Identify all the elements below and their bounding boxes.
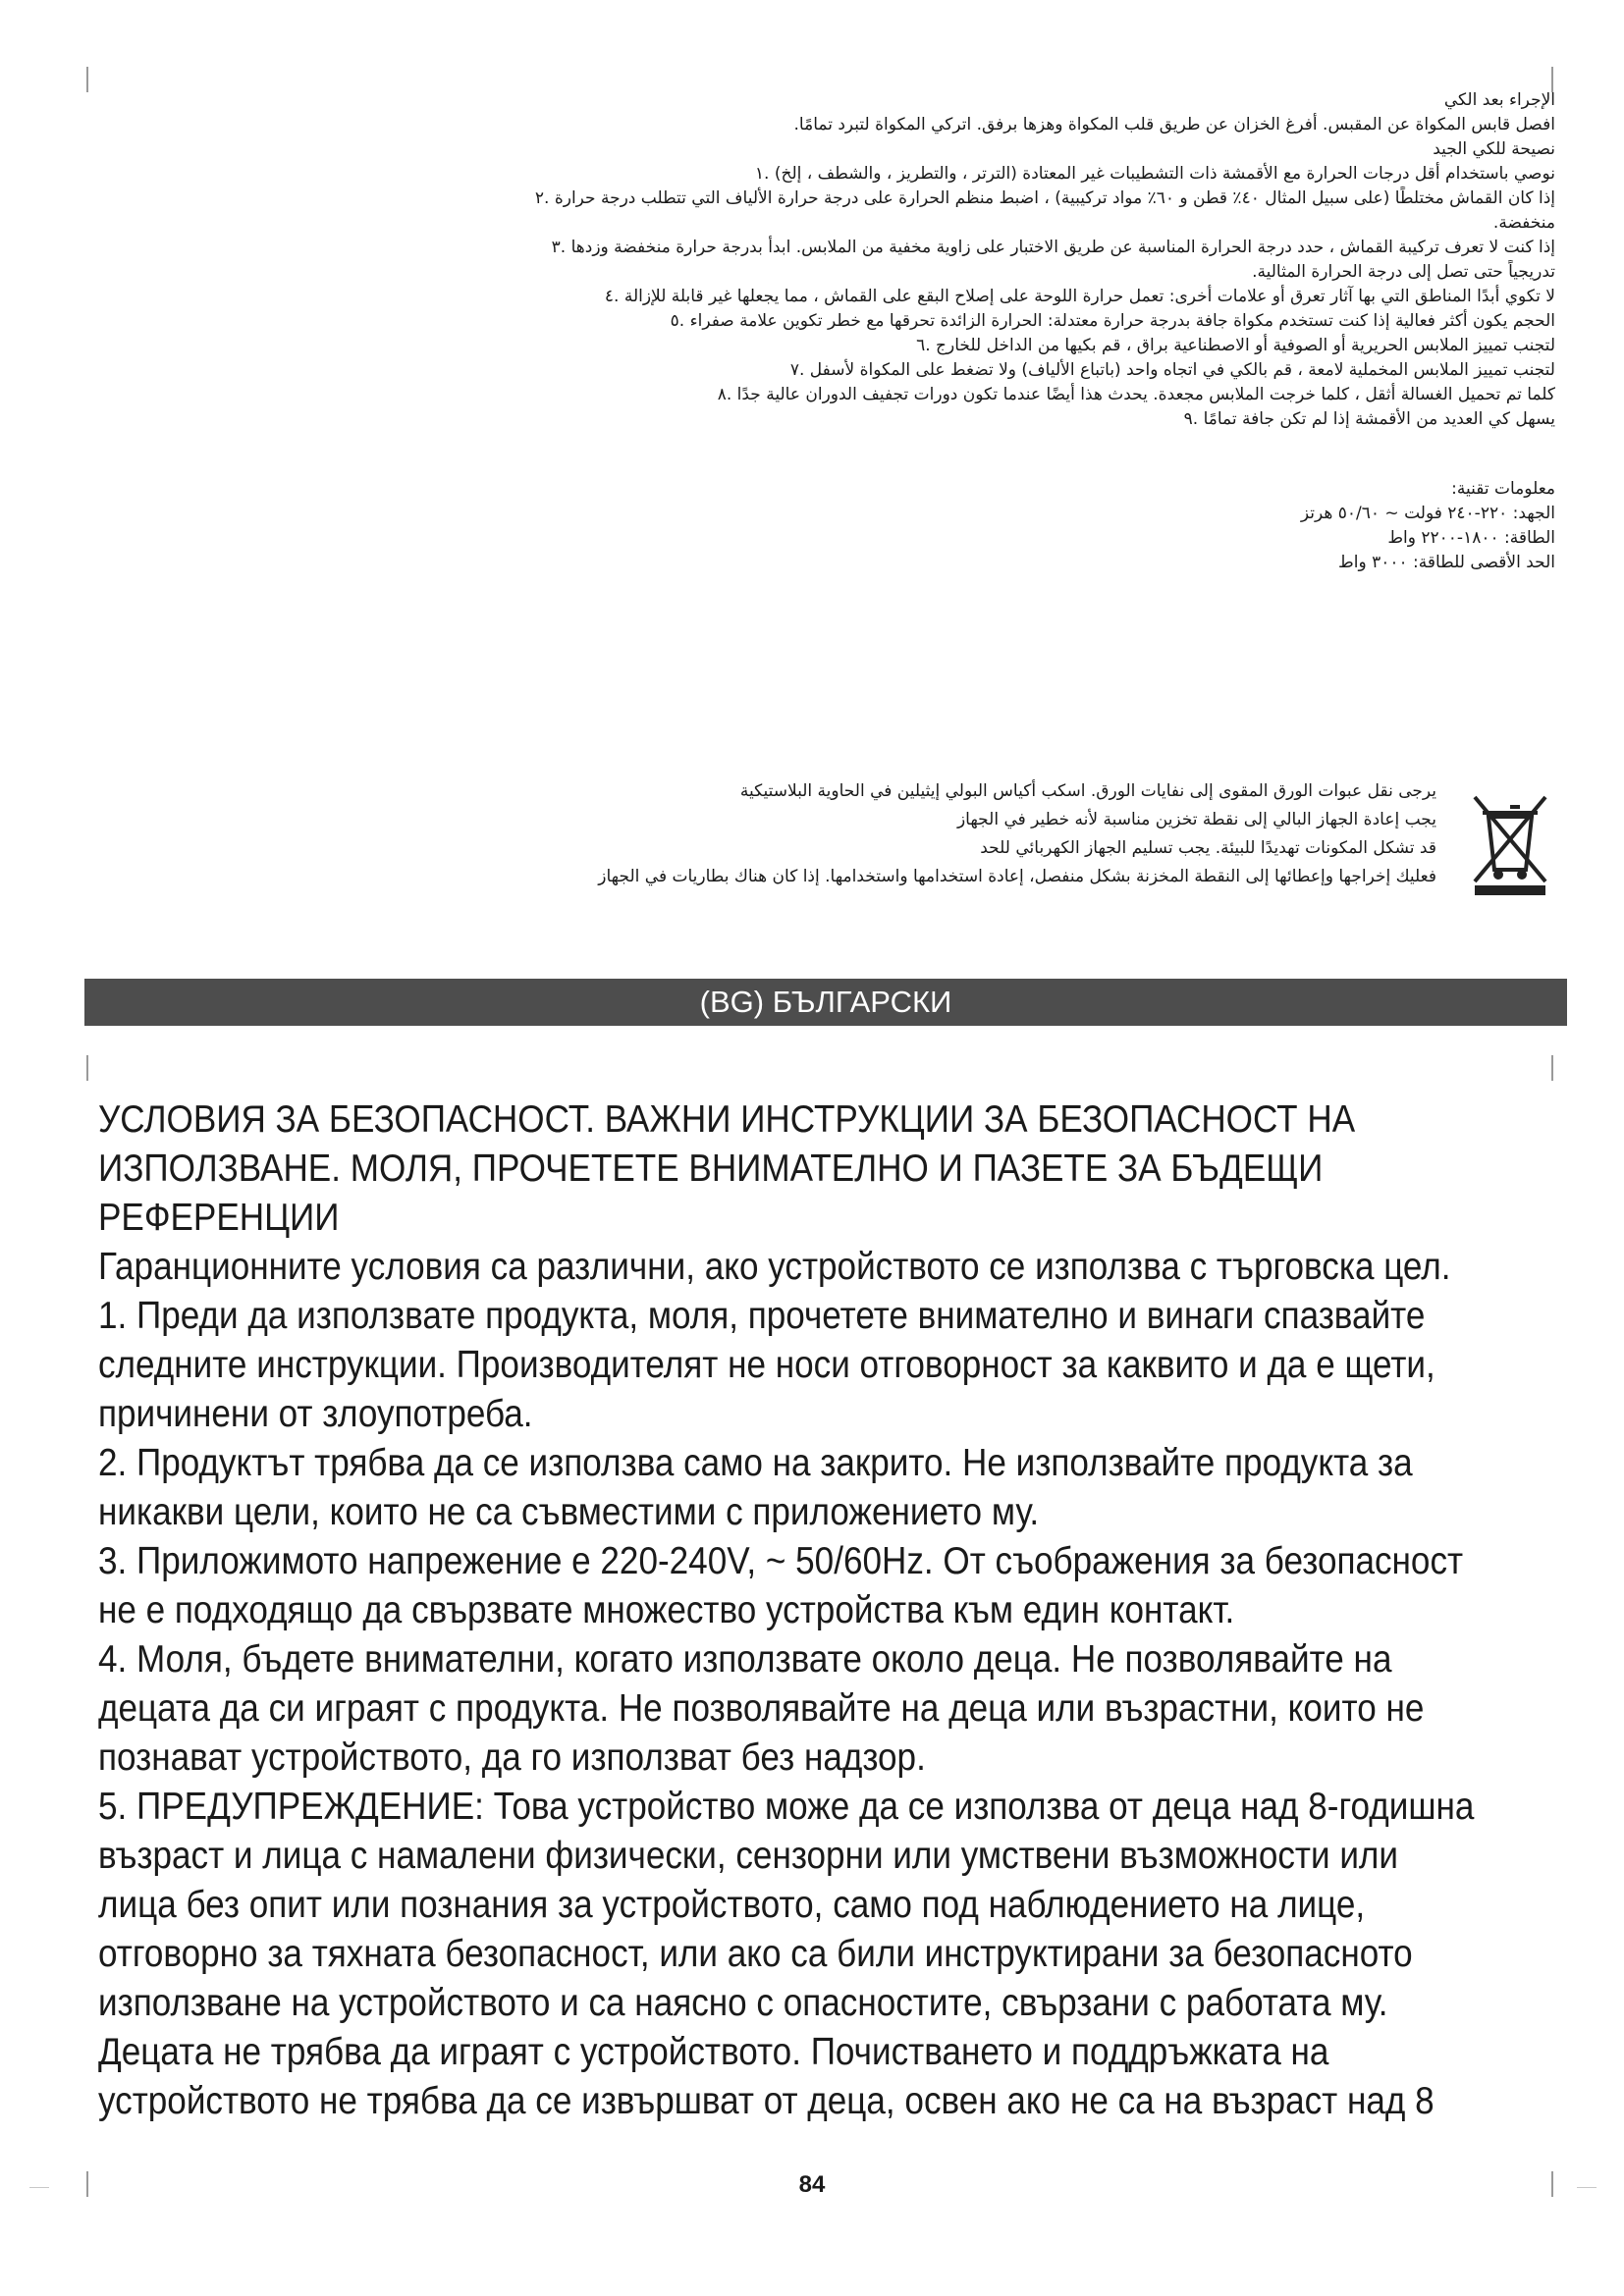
bulgarian-line: лица без опит или познания за устройството, само под наблюдението на лице, — [98, 1884, 1366, 1926]
bulgarian-line: 4. Моля, бъдете внимателни, когато използвате около деца. Не позволявайте на — [98, 1638, 1392, 1681]
bulgarian-line: Гаранционните условия са различни, ако устройството се използва с търговска цел. — [98, 1246, 1451, 1288]
arabic-line: الإجراء بعد الكي — [1443, 90, 1555, 110]
bulgarian-line: никакви цели, които не са съвместими с приложението му. — [98, 1491, 1040, 1533]
recycling-text — [307, 777, 1436, 891]
arabic-line: الحجم يكون أكثر فعالية إذا كنت تستخدم مكواة جافة بدرجة حرارة معتدلة: الحرارة الزائدة تحرقها مع خطر تكوين علامة صفراء .٥ — [670, 311, 1555, 331]
tech-info-line: الطاقة: ١٨٠٠-٢٢٠٠ واط — [1387, 528, 1555, 548]
bulgarian-line: 1. Преди да използвате продукта, моля, прочетете внимателно и винаги спазвайте — [98, 1295, 1426, 1337]
tech-info-line: معلومات تقنية: — [1451, 479, 1555, 499]
arabic-section — [92, 88, 1555, 575]
bulgarian-line: използване на устройството и са наясно с опасностите, свързани с работата му. — [98, 1982, 1388, 2024]
page-number: 84 — [798, 2171, 826, 2198]
bulgarian-line: 2. Продуктът трябва да се използва само на закрито. Не използвайте продукта за — [98, 1442, 1413, 1484]
arabic-line: إذا كنت لا تعرف تركيبة القماش ، حدد درجة الحرارة المناسبة عن طريق الاختبار على زاوية مخفية من الملابس. ابدأ بدرجة حرارة منخفضة وزدها .٣ — [551, 238, 1555, 257]
crop-mark — [86, 1055, 88, 1081]
language-header-bar: (BG) БЪЛГАРСКИ — [84, 979, 1567, 1026]
arabic-line: نوصي باستخدام أقل درجات الحرارة مع الأقمشة ذات التشطيبات غير المعتادة (الترتر ، والتطريز ، والشطف ، إلخ) .١ — [754, 164, 1555, 184]
arabic-line: افصل قابس المكواة عن المقبس. أفرغ الخزان عن طريق قلب المكواة وهزها برفق. اتركي المكواة لتبرد تمامًا. — [793, 115, 1555, 134]
bulgarian-line: възраст и лица с намалени физически, сензорни или умствени възможности или — [98, 1835, 1399, 1877]
arabic-line: منخفضة. — [1492, 213, 1555, 233]
bulgarian-line: не е подходящо да свързвате множество устройства към един контакт. — [98, 1589, 1235, 1631]
bulgarian-section — [98, 1095, 1551, 2126]
recycling-line: فعليك إخراجها وإعطائها إلى النقطة المخزنة بشكل منفصل، إعادة استخدامها واستخدامها. إذا كان هناك بطاريات في الجهاز — [598, 867, 1436, 886]
crossed-out-wheelie-bin-icon — [1461, 787, 1559, 897]
recycling-notice — [285, 766, 1559, 923]
crop-mark — [1551, 1055, 1553, 1081]
recycling-line: يرجى نقل عبوات الورق المقوى إلى نفايات الورق. اسكب أكياس البولي إيثيلين في الحاوية البلاستيكية — [739, 781, 1436, 801]
bulgarian-line: устройството не трябва да се извършват от деца, освен ако не са на възраст над 8 — [98, 2080, 1435, 2122]
bulgarian-line: отговорно за тяхната безопасност, или ако са били инструктирани за безопасното — [98, 1933, 1413, 1975]
arabic-line: لتجنب تمييز الملابس الحريرية أو الصوفية أو الاصطناعية براق ، قم بكيها من الداخل للخارج .٦ — [916, 336, 1555, 355]
arabic-line: يسهل كي العديد من الأقمشة إذا لم تكن جافة تمامًا .٩ — [1183, 409, 1555, 429]
bulgarian-line: причинени от злоупотреба. — [98, 1393, 533, 1435]
arabic-line: نصيحة للكي الجيد — [1433, 139, 1555, 159]
arabic-line: تدريجياً حتى تصل إلى درجة الحرارة المثالية. — [1252, 262, 1555, 282]
bulgarian-line: познават устройството, да го използват без надзор. — [98, 1736, 926, 1779]
bulgarian-line: РЕФЕРЕНЦИИ — [98, 1197, 340, 1239]
tech-info-line: الجهد: ٢٢٠-٢٤٠ فولت ~ ٥٠/٦٠ هرتز — [1300, 504, 1555, 523]
bulgarian-line: децата да си играят с продукта. Не позволявайте на деца или възрастни, които не — [98, 1687, 1425, 1730]
arabic-line: لتجنب تمييز الملابس المخملية لامعة ، قم بالكي في اتجاه واحد (باتباع الألياف) ولا تضغط على المكواة لأسفل .٧ — [789, 360, 1555, 380]
arabic-line: كلما تم تحميل الغسالة أثقل ، كلما خرجت الملابس مجعدة. يحدث هذا أيضًا عندما تكون دورات تجفيف الدوران عالية جدًا .٨ — [717, 385, 1555, 404]
crop-mark — [86, 67, 88, 92]
bulgarian-line: ИЗПОЛЗВАНЕ. МОЛЯ, ПРОЧЕТЕТЕ ВНИМАТЕЛНО И ПАЗЕТЕ ЗА БЪДЕЩИ — [98, 1148, 1324, 1190]
arabic-line: لا تكوي أبدًا المناطق التي بها آثار تعرق أو علامات أخرى: تعمل حرارة اللوحة على إصلاح البقع على القماش ، مما يجعلها غير قابلة للإزالة .٤ — [604, 287, 1555, 306]
tech-info-line: الحد الأقصى للطاقة: ٣٠٠٠ واط — [1338, 553, 1555, 572]
bulgarian-line: следните инструкции. Производителят не носи отговорност за каквито и да е щети, — [98, 1344, 1435, 1386]
recycling-line: قد تشكل المكونات تهديدًا للبيئة. يجب تسليم الجهاز الكهربائي للحد — [980, 838, 1436, 858]
arabic-line: إذا كان القماش مختلطًا (على سبيل المثال ٤٠٪ قطن و ٦٠٪ مواد تركيبية) ، اضبط منظم الحرارة على درجة حرارة الألياف التي تتطلب درجة حرارة .٢ — [534, 188, 1555, 208]
recycling-line: يجب إعادة الجهاز البالي إلى نقطة تخزين مناسبة لأنه خطير في الجهاز — [956, 810, 1436, 829]
bulgarian-line: Децата не трябва да играят с устройството. Почистването и поддръжката на — [98, 2031, 1329, 2073]
spacer — [92, 432, 1555, 477]
bulgarian-line: 3. Приложимото напрежение е 220-240V, ~ 50/60Hz. От съображения за безопасност — [98, 1540, 1464, 1582]
bulgarian-line: УСЛОВИЯ ЗА БЕЗОПАСНОСТ. ВАЖНИ ИНСТРУКЦИИ ЗА БЕЗОПАСНОСТ НА — [98, 1098, 1356, 1141]
bulgarian-line: 5. ПРЕДУПРЕЖДЕНИЕ: Това устройство може да се използва от деца над 8-годишна — [98, 1786, 1475, 1828]
